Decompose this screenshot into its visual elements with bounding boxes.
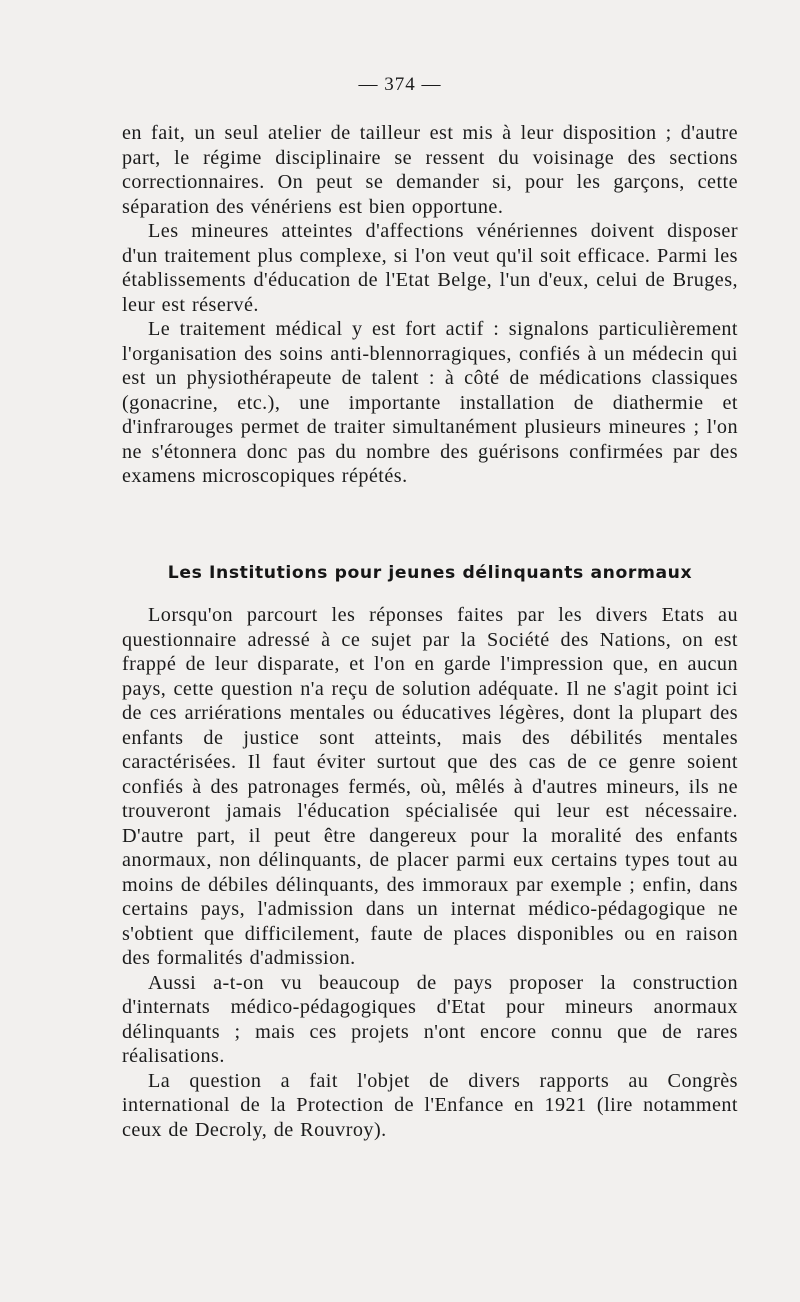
text-block-intro: [122, 121, 738, 489]
paragraph: en fait, un seul atelier de tailleur est mis à leur disposition ; d'autre part, le régime disciplinaire se ressent du voisinage des sections correctionnaires. On peut se demander si, pour les garçons, cette séparation des vénériens est bien opportune.: [122, 122, 738, 218]
paragraph: Les mineures atteintes d'affections vénériennes doivent disposer d'un traitement plus complexe, si l'on veut qu'il soit efficace. Parmi les établissements d'éducation de l'Etat Belge, l'un d'eux, celui de Bruges, leur est réservé.: [122, 220, 738, 316]
paragraph: Le traitement médical y est fort actif : signalons particulièrement l'organisation des soins anti-blennorragiques, confiés à un médecin qui est un physiothérapeute de talent : à côté de médications classiques (gonacrine, etc.), une importante installation de diathermie et d'infrarouges permet de traiter simultanément plusieurs mineures ; l'on ne s'étonnera donc pas du nombre des guérisons confirmées par des examens microscopiques répétés.: [122, 318, 738, 487]
section-heading: Les Institutions pour jeunes délinquants anormaux: [167, 563, 693, 583]
page-number: — 374 —: [358, 74, 442, 95]
paragraph: La question a fait l'objet de divers rapports au Congrès international de la Protection de l'Enfance en 1921 (lire notamment ceux de Decroly, de Rouvroy).: [122, 1069, 738, 1141]
paragraph: Aussi a-t-on vu beaucoup de pays proposer la construction d'internats médico-pédagogiques d'Etat pour mineurs anormaux délinquants ; mais ces projets n'ont encore connu que de rares réalisations.: [122, 971, 738, 1067]
text-block-institutions: [122, 603, 738, 1142]
paragraph: Lorsqu'on parcourt les réponses faites par les divers Etats au questionnaire adressé à ce sujet par la Société des Nations, on est frappé de leur disparate, et l'on en garde l'impression que, en aucun pays, cette question n'a reçu de solution adéquate. Il ne s'agit point ici de ces arriérations mentales ou éducatives légères, dont la plupart des enfants de justice sont atteints, mais des débilités mentales caractérisées. Il faut éviter surtout que des cas de ce genre soient confiés à des patronages fermés, où, mêlés à d'autres mineurs, ils ne trouveront jamais l'éducation spécialisée qui leur est nécessaire. D'autre part, il peut être dangereux pour la moralité des enfants anormaux, non délinquants, de placer parmi eux certains types tout au moins de débiles délinquants, des immoraux par exemple ; enfin, dans certains pays, l'admission dans un internat médico-pédagogique ne s'obtient que difficilement, faute de places disponibles ou en raison des formalités d'admission.: [122, 604, 738, 969]
